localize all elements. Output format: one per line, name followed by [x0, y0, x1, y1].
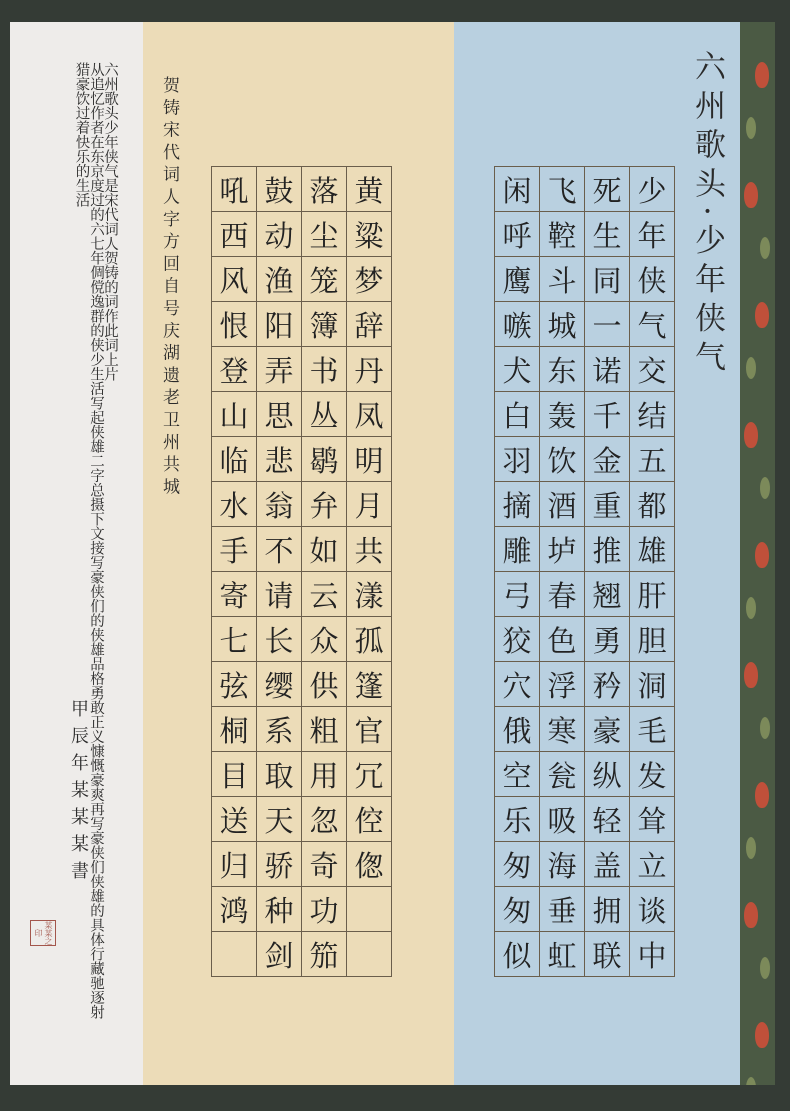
grid-char-cell: 缨: [257, 662, 302, 707]
grid-char-cell: 长: [257, 617, 302, 662]
seal-text: 某某之印: [34, 921, 53, 945]
grid-char-cell: 拥: [585, 887, 630, 932]
grid-char-cell: 鹰: [495, 257, 540, 302]
grid-char-cell: 纵: [585, 752, 630, 797]
grid-char-cell: [212, 932, 257, 977]
grid-char-cell: 俄: [495, 707, 540, 752]
flower-ornament: [755, 542, 769, 568]
grid-char-cell: 瓮: [540, 752, 585, 797]
grid-char-cell: 轰: [540, 392, 585, 437]
blue-panel: [454, 22, 740, 1085]
grid-char-cell: 共: [347, 527, 392, 572]
grid-char-cell: 临: [212, 437, 257, 482]
grid-char-cell: 匆: [495, 842, 540, 887]
grid-char-cell: 饮: [540, 437, 585, 482]
grid-char-cell: 辞: [347, 302, 392, 347]
grid-char-cell: 弓: [495, 572, 540, 617]
grid-char-cell: 气: [630, 302, 675, 347]
grid-char-cell: 月: [347, 482, 392, 527]
grid-char-cell: 东: [540, 347, 585, 392]
grid-char-cell: 丹: [347, 347, 392, 392]
note-column-2: 从追忆作者在东京度过的六七年倜傥逸群的侠少生活写起侠雄二字总摄下文接写豪侠们的侠雄品格勇敢正义慷慨豪爽再写豪侠们侠雄的具体行藏驰逐射猎豪饮过着快乐的生活: [73, 62, 104, 1019]
grid-char-cell: 乐: [495, 797, 540, 842]
leaf-ornament: [746, 837, 756, 859]
author-line: 贺铸宋代词人字方回自号庆湖遗老卫州共城: [159, 76, 179, 500]
signature: 甲辰年某某某書: [68, 699, 89, 888]
grid-char-cell: 嗾: [495, 302, 540, 347]
grid-char-cell: 吼: [212, 167, 257, 212]
grid-char-cell: 同: [585, 257, 630, 302]
grid-char-cell: 匆: [495, 887, 540, 932]
grid-char-cell: 联: [585, 932, 630, 977]
grid-char-cell: 丛: [302, 392, 347, 437]
grid-char-cell: 金: [585, 437, 630, 482]
grid-char-cell: 生: [585, 212, 630, 257]
artwork-frame: [10, 22, 775, 1085]
grid-char-cell: 孤: [347, 617, 392, 662]
grid-char-cell: 羽: [495, 437, 540, 482]
grid-char-cell: 寄: [212, 572, 257, 617]
grid-char-cell: 鞚: [540, 212, 585, 257]
grid-char-cell: 谈: [630, 887, 675, 932]
grid-char-cell: 寒: [540, 707, 585, 752]
grid-char-cell: 斗: [540, 257, 585, 302]
grid-char-cell: 五: [630, 437, 675, 482]
grid-char-cell: 漾: [347, 572, 392, 617]
grid-char-cell: 如: [302, 527, 347, 572]
grid-char-cell: 酒: [540, 482, 585, 527]
grid-char-cell: 供: [302, 662, 347, 707]
grid-char-cell: 笼: [302, 257, 347, 302]
flower-ornament: [744, 902, 758, 928]
flower-ornament: [744, 422, 758, 448]
grid-char-cell: 取: [257, 752, 302, 797]
grid-char-cell: 胆: [630, 617, 675, 662]
grid-char-cell: 似: [495, 932, 540, 977]
grid-char-cell: 鸿: [212, 887, 257, 932]
leaf-ornament: [760, 477, 770, 499]
grid-char-cell: 送: [212, 797, 257, 842]
grid-char-cell: 飞: [540, 167, 585, 212]
grid-char-cell: 忽: [302, 797, 347, 842]
grid-char-cell: 春: [540, 572, 585, 617]
grid-char-cell: 篷: [347, 662, 392, 707]
grid-char-cell: 垂: [540, 887, 585, 932]
grid-char-cell: 雄: [630, 527, 675, 572]
grid-char-cell: 白: [495, 392, 540, 437]
grid-char-cell: [347, 887, 392, 932]
leaf-ornament: [760, 237, 770, 259]
grid-char-cell: 吸: [540, 797, 585, 842]
grid-char-cell: 耸: [630, 797, 675, 842]
grid-char-cell: 肝: [630, 572, 675, 617]
grid-char-cell: 梦: [347, 257, 392, 302]
grid-char-cell: 呼: [495, 212, 540, 257]
grid-char-cell: 七: [212, 617, 257, 662]
leaf-ornament: [746, 117, 756, 139]
grid-char-cell: 西: [212, 212, 257, 257]
grid-char-cell: 剑: [257, 932, 302, 977]
grid-char-cell: 豪: [585, 707, 630, 752]
grid-char-cell: 发: [630, 752, 675, 797]
grid-char-cell: 手: [212, 527, 257, 572]
grid-char-cell: 粗: [302, 707, 347, 752]
grid-char-cell: 浮: [540, 662, 585, 707]
grid-char-cell: 年: [630, 212, 675, 257]
grid-char-cell: 结: [630, 392, 675, 437]
flower-ornament: [755, 782, 769, 808]
grid-char-cell: 都: [630, 482, 675, 527]
grid-char-cell: 悲: [257, 437, 302, 482]
grid-char-cell: 请: [257, 572, 302, 617]
grid-char-cell: 轻: [585, 797, 630, 842]
grid-char-cell: 闲: [495, 167, 540, 212]
grid-char-cell: 书: [302, 347, 347, 392]
grid-char-cell: 弦: [212, 662, 257, 707]
grid-char-cell: 用: [302, 752, 347, 797]
grid-char-cell: 水: [212, 482, 257, 527]
grid-char-cell: 云: [302, 572, 347, 617]
grid-char-cell: 雕: [495, 527, 540, 572]
grid-char-cell: 交: [630, 347, 675, 392]
red-seal: [30, 920, 56, 946]
grid-char-cell: 目: [212, 752, 257, 797]
grid-char-cell: 立: [630, 842, 675, 887]
grid-char-cell: 少: [630, 167, 675, 212]
grid-char-cell: 笳: [302, 932, 347, 977]
grid-char-cell: 千: [585, 392, 630, 437]
grid-char-cell: 翘: [585, 572, 630, 617]
grid-char-cell: 风: [212, 257, 257, 302]
leaf-ornament: [760, 957, 770, 979]
grid-char-cell: 弁: [302, 482, 347, 527]
grid-char-cell: 中: [630, 932, 675, 977]
grid-char-cell: 凤: [347, 392, 392, 437]
tan-panel: [143, 22, 454, 1085]
grid-char-cell: 推: [585, 527, 630, 572]
grid-char-cell: 桐: [212, 707, 257, 752]
flower-ornament: [755, 1022, 769, 1048]
blue-character-grid: [494, 166, 675, 977]
flower-ornament: [755, 302, 769, 328]
grid-char-cell: 官: [347, 707, 392, 752]
grid-char-cell: 毛: [630, 707, 675, 752]
grid-char-cell: 诺: [585, 347, 630, 392]
grid-char-cell: 洞: [630, 662, 675, 707]
grid-char-cell: 粱: [347, 212, 392, 257]
grid-char-cell: 思: [257, 392, 302, 437]
grid-char-cell: 矜: [585, 662, 630, 707]
grid-char-cell: 天: [257, 797, 302, 842]
grid-char-cell: 弄: [257, 347, 302, 392]
grid-char-cell: 狡: [495, 617, 540, 662]
leaf-ornament: [746, 1077, 756, 1085]
grid-char-cell: 偬: [347, 842, 392, 887]
grid-char-cell: 功: [302, 887, 347, 932]
grid-char-cell: 鹖: [302, 437, 347, 482]
note-column-1: 六州歌头少年侠气是宋代词人贺铸的词作此词上片: [102, 62, 118, 381]
grid-char-cell: 犬: [495, 347, 540, 392]
grid-char-cell: 动: [257, 212, 302, 257]
leaf-ornament: [746, 357, 756, 379]
grid-char-cell: 侠: [630, 257, 675, 302]
poem-title: 六州歌头·少年侠气: [689, 50, 725, 380]
grid-char-cell: 摘: [495, 482, 540, 527]
flower-ornament: [744, 662, 758, 688]
grid-char-cell: 空: [495, 752, 540, 797]
grid-char-cell: 种: [257, 887, 302, 932]
grid-char-cell: [347, 932, 392, 977]
grid-char-cell: 明: [347, 437, 392, 482]
grid-char-cell: 勇: [585, 617, 630, 662]
grid-char-cell: 系: [257, 707, 302, 752]
grid-char-cell: 海: [540, 842, 585, 887]
grid-char-cell: 死: [585, 167, 630, 212]
grid-char-cell: 倥: [347, 797, 392, 842]
flower-ornament: [755, 62, 769, 88]
notes-panel: [10, 22, 143, 1085]
grid-char-cell: 城: [540, 302, 585, 347]
grid-char-cell: 翁: [257, 482, 302, 527]
grid-char-cell: 众: [302, 617, 347, 662]
grid-char-cell: 不: [257, 527, 302, 572]
grid-char-cell: 落: [302, 167, 347, 212]
grid-char-cell: 冗: [347, 752, 392, 797]
grid-char-cell: 盖: [585, 842, 630, 887]
flower-ornament: [744, 182, 758, 208]
grid-char-cell: 渔: [257, 257, 302, 302]
grid-char-cell: 归: [212, 842, 257, 887]
grid-char-cell: 骄: [257, 842, 302, 887]
grid-char-cell: 阳: [257, 302, 302, 347]
grid-char-cell: 虹: [540, 932, 585, 977]
grid-char-cell: 鼓: [257, 167, 302, 212]
grid-char-cell: 恨: [212, 302, 257, 347]
grid-char-cell: 一: [585, 302, 630, 347]
grid-char-cell: 黄: [347, 167, 392, 212]
floral-border: [740, 22, 775, 1085]
grid-char-cell: 穴: [495, 662, 540, 707]
grid-char-cell: 登: [212, 347, 257, 392]
leaf-ornament: [760, 717, 770, 739]
grid-char-cell: 重: [585, 482, 630, 527]
leaf-ornament: [746, 597, 756, 619]
grid-char-cell: 垆: [540, 527, 585, 572]
tan-character-grid: [211, 166, 392, 977]
grid-char-cell: 色: [540, 617, 585, 662]
grid-char-cell: 山: [212, 392, 257, 437]
grid-char-cell: 奇: [302, 842, 347, 887]
grid-char-cell: 尘: [302, 212, 347, 257]
grid-char-cell: 簿: [302, 302, 347, 347]
